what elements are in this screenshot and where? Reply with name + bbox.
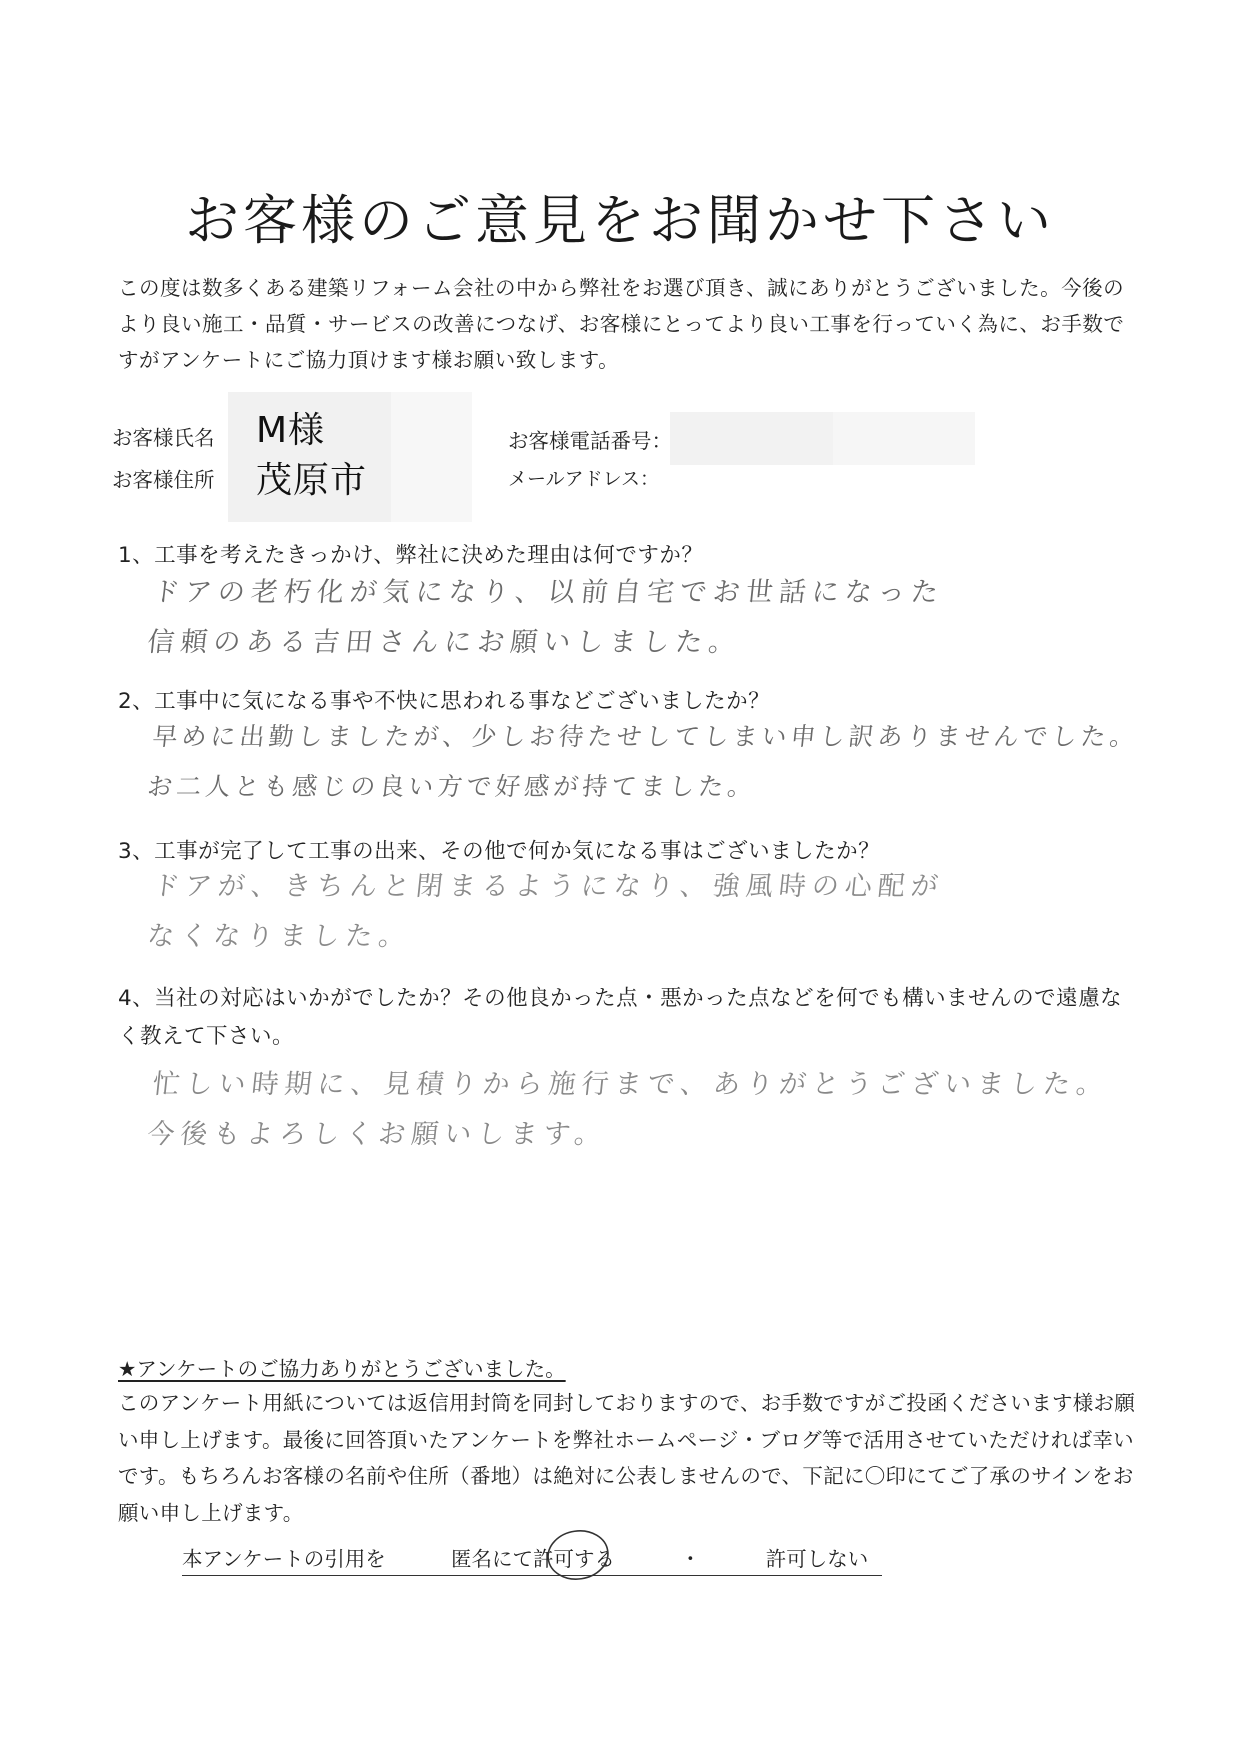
- closing-heading: ★アンケートのご協力ありがとうございました。: [118, 1357, 566, 1381]
- question-3: 3、工事が完了して工事の出来、その他で何か気になる事はございましたか？: [118, 839, 881, 864]
- name-label: お客様氏名: [112, 426, 215, 450]
- answer-2-line-2: お二人とも感じの良い方で好感が持てました。: [145, 772, 758, 801]
- intro-text: この度は数多くある建築リフォーム会社の中から弊社をお選び頂き、誠にありがとうございました。今後のより良い施工・品質・サービスの改善につなげ、お客様にとってより良い工事を行っていく為に、お手数ですがアンケートにご協力頂けます様お願い致します。: [118, 276, 1125, 372]
- answer-1-line-1: ドアの老朽化が気になり、以前自宅でお世話になった: [151, 577, 946, 608]
- answer-2-line-1: 早めに出勤しましたが、少しお待たせしてしまい申し訳ありませんでした。: [151, 722, 1141, 751]
- question-1: 1、工事を考えたきっかけ、弊社に決めた理由は何ですか？: [118, 543, 704, 568]
- selection-circle-mark: [520, 1527, 635, 1582]
- phone-redaction-box: [670, 412, 975, 465]
- consent-separator: ・: [680, 1547, 701, 1571]
- consent-option-allow[interactable]: 匿名にて許可する: [450, 1547, 615, 1571]
- consent-label: 本アンケートの引用を: [182, 1547, 386, 1571]
- answer-4: [145, 1060, 1112, 1160]
- address-value: 茂原市: [256, 460, 368, 501]
- name-value: M様: [256, 410, 326, 451]
- answer-4-line-1: 忙しい時期に、見積りから施行まで、ありがとうございました。: [151, 1069, 1111, 1100]
- answer-3: [145, 862, 947, 962]
- email-label: メールアドレス：: [508, 468, 660, 490]
- question-4: 4、当社の対応はいかがでしたか？その他良かった点・悪かった点などを何でも構いませんので遠慮なく教えて下さい。: [118, 986, 1123, 1049]
- page-title: お客様のご意見をお聞かせ下さい: [185, 189, 1055, 252]
- phone-label: お客様電話番号：: [508, 429, 672, 453]
- closing-body: このアンケート用紙については返信用封筒を同封しておりますので、お手数ですがご投函くださいます様お願い申し上げます。最後に回答頂いたアンケートを弊社ホームページ・ブログ等で活用させていただければ幸いです。もちろんお客様の名前や住所（番地）は絶対に公表しませんので、下記に〇印にてご了承のサインをお願い申し上げます。: [118, 1391, 1136, 1525]
- answer-1: [145, 568, 947, 668]
- consent-option-deny[interactable]: 許可しない: [765, 1547, 869, 1571]
- answer-2: [145, 712, 1142, 812]
- answer-3-line-2: なくなりました。: [145, 921, 414, 952]
- answer-4-line-2: 今後もよろしくお願いします。: [145, 1119, 609, 1150]
- question-2: 2、工事中に気になる事や不快に思われる事などございましたか？: [118, 689, 771, 714]
- answer-1-line-2: 信頼のある吉田さんにお願いしました。: [145, 627, 744, 658]
- answer-3-line-1: ドアが、きちんと閉まるようになり、強風時の心配が: [151, 871, 946, 902]
- address-label: お客様住所: [112, 468, 215, 492]
